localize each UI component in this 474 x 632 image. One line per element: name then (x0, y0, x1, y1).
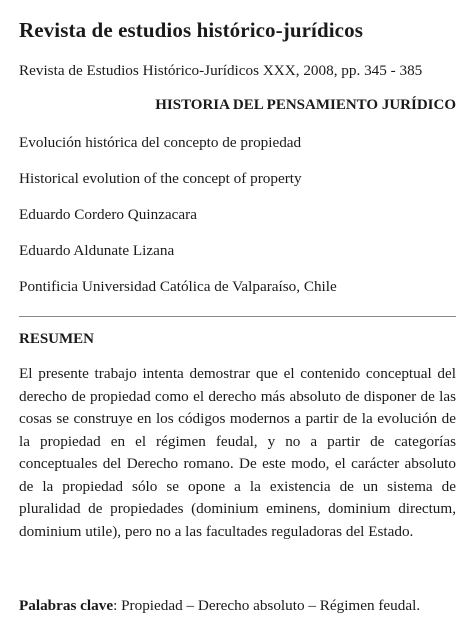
author-affiliation: Pontificia Universidad Católica de Valparaíso, Chile (19, 278, 337, 295)
keywords-line (19, 597, 420, 615)
author-name: Eduardo Cordero Quinzacara (19, 206, 197, 223)
abstract-heading: RESUMEN (19, 331, 95, 347)
citation-line: Revista de Estudios Histórico-Jurídicos XXX, 2008, pp. 345 - 385 (19, 62, 423, 79)
author-name: Eduardo Aldunate Lizana (19, 242, 175, 259)
section-divider (19, 316, 456, 317)
keywords-value: Propiedad – Derecho absoluto – Régimen feudal. (121, 597, 421, 614)
article-title-spanish: Evolución histórica del concepto de propiedad (19, 134, 302, 151)
abstract-text: El presente trabajo intenta demostrar que el contenido conceptual del derecho de propiedad como el derecho más absoluto de disponer de las cosas se construye en los códigos modernos a partir de la evolución de la propiedad en el régimen feudal, y no a partir de categorías conceptuales del Derecho romano. De este modo, el carácter absoluto de la propiedad sólo se opone a la existencia de un sistema de pluralidad de propiedades (dominium eminens, dominium directum, dominium utile), pero no a las facultades reguladoras del Estado. (19, 365, 456, 540)
keywords-label: Palabras clave (19, 597, 114, 614)
journal-title: Revista de estudios histórico-jurídicos (19, 18, 363, 42)
keywords-separator: : (113, 597, 122, 614)
section-heading: HISTORIA DEL PENSAMIENTO JURÍDICO (155, 97, 456, 113)
article-title-english: Historical evolution of the concept of property (19, 170, 302, 187)
